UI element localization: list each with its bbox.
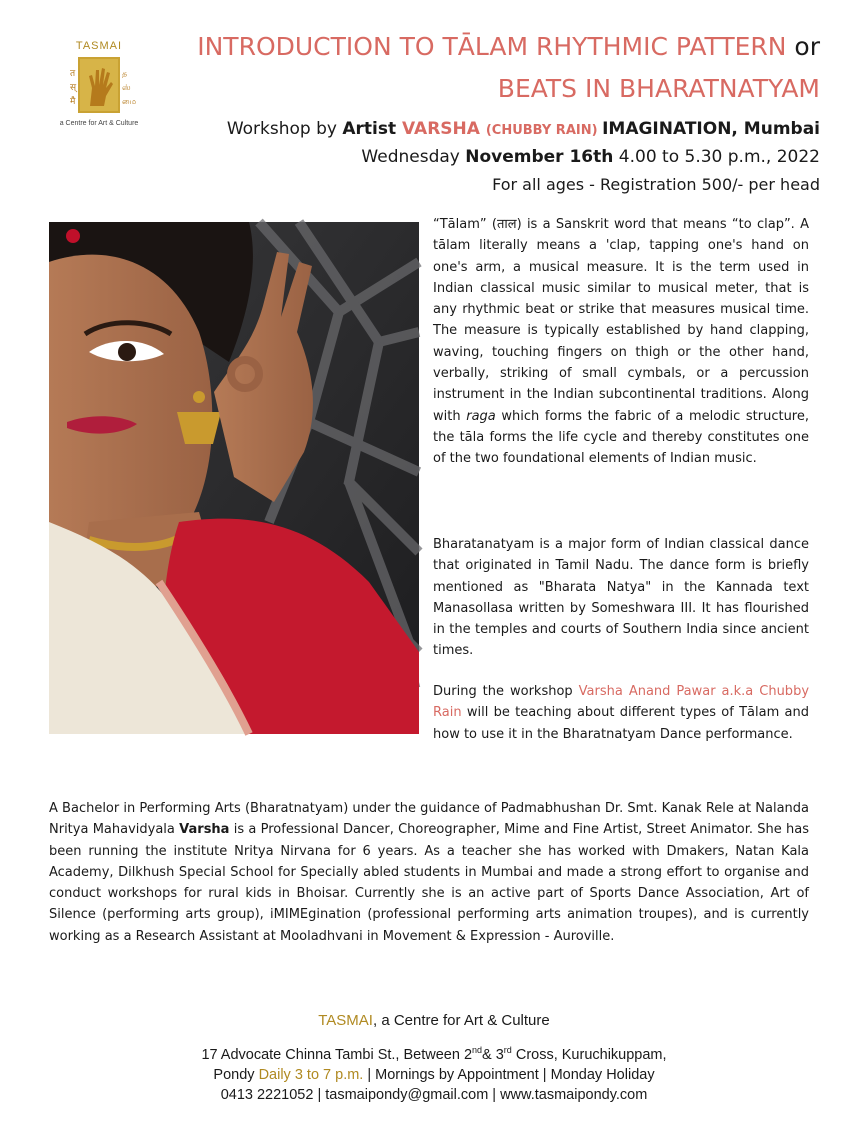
tasmai-logo <box>56 40 142 132</box>
svg-text:ஸ்: ஸ் <box>122 83 131 92</box>
talam-text-b: which forms the fabric of a melodic structure, the tāla forms the life cycle and thereby constitutes one of the two foundational elements of Indian music. <box>433 408 809 467</box>
byline-artist-name: VARSHA <box>402 119 486 139</box>
footer-org-rest: , a Centre for Art & Culture <box>372 1012 550 1029</box>
bharatanatyam-description: Bharatanatyam is a major form of Indian classical dance that originated in Tamil Nadu. The dance form is briefly mentioned as "Bharata Natya" in the Kannada text Manasollasa written by Someshwara III. It has flourished in the temples and courts of Southern India since ancient times. <box>433 537 809 659</box>
address-part-c: Cross, Kuruchikuppam, <box>511 1047 667 1063</box>
address-part-a: 17 Advocate Chinna Tambi St., Between 2 <box>201 1047 473 1063</box>
workshop-byline <box>227 118 820 142</box>
byline-artist-word: Artist <box>342 119 403 139</box>
page-title-line-1 <box>197 32 820 62</box>
talam-description <box>433 214 809 470</box>
dancer-portrait-image <box>49 222 419 734</box>
bio-text-b: is a Professional Dancer, Choreographer, Mime and Fine Artist, Street Animator. She has been running the institute Nritya Nirvana for 6 years. As a teacher she has worked with Dmakers, Natan Kala Academy, Dilkhush Special School for Specially abled students in Mumbai and made a strong effort to organise and conduct workshops for rural kids in Bhoisar. Currently she is an active part of Sports Dance Association, Art of Silence (performing arts group), iMIMEgination (professional performing arts animation troupes), and is currently working as a Research Assistant at Mooladhvani in Movement & Expression - Auroville. <box>49 822 809 944</box>
workshop-text-a: During the workshop <box>433 684 579 699</box>
event-day: Wednesday <box>361 147 466 167</box>
hours-daily: Daily 3 to 7 p.m. <box>258 1067 364 1083</box>
byline-org-city: IMAGINATION, Mumbai <box>602 119 820 139</box>
hours-city: Pondy <box>213 1067 259 1083</box>
bio-text-a: A Bachelor in Performing Arts (Bharatnatyam) under the guidance of Padmabhushan Dr. Smt. Kanak Rele at Nalanda Nritya Mahavidyala <box>49 801 809 838</box>
svg-text:त: त <box>70 69 76 79</box>
address-sup-rd: rd <box>503 1045 512 1056</box>
logo-tagline: a Centre for Art & Culture <box>59 120 139 127</box>
address-sup-nd: nd <box>472 1045 483 1056</box>
svg-text:த: த <box>122 69 128 78</box>
byline-artist-alias: (CHUBBY RAIN) <box>485 123 603 138</box>
footer-org <box>0 1012 868 1029</box>
footer-hours <box>0 1065 868 1085</box>
workshop-description <box>433 681 809 745</box>
footer-org-name: TASMAI <box>318 1012 373 1029</box>
event-registration: For all ages - Registration 500/- per head <box>492 175 820 194</box>
byline-prefix: Workshop by <box>226 119 343 139</box>
hours-rest: | Mornings by Appointment | Monday Holiday <box>363 1067 655 1083</box>
event-datetime <box>361 146 820 168</box>
event-date: November 16th <box>465 147 614 167</box>
event-time: 4.00 to 5.30 p.m., 2022 <box>613 147 820 167</box>
title-main: INTRODUCTION TO TĀLAM RHYTHMIC PATTERN <box>197 32 787 61</box>
instructor-name: Varsha Anand Pawar a.k.a Chubby Rain <box>433 684 810 721</box>
workshop-text-b: will be teaching about different types of Tālam and how to use it in the Bharatnatyam Dance performance. <box>433 705 809 742</box>
bio-artist-name: Varsha <box>179 822 230 838</box>
title-or: or <box>786 32 820 61</box>
hand-emblem-icon <box>64 54 137 116</box>
logo-brand: TASMAI <box>75 40 123 52</box>
svg-text:स्: स् <box>70 83 77 93</box>
footer-address <box>0 1045 868 1065</box>
raga-word: raga <box>466 408 496 424</box>
address-part-b: & 3 <box>482 1047 504 1063</box>
talam-text-a: “Tālam” (ताल) is a Sanskrit word that means “to clap”. A tālam literally means a 'clap, tapping one's hand on one's arm, a musical measure. It is the term used in Indian classical music similar to musical meter, that is any rhythmic beat or strike that measures musical time. The measure is typically established by hand clapping, waving, touching fingers on thigh or the other hand, verbally, striking of small cymbals, or a percussion instrument in the Indian subcontinental traditions. Along with <box>433 217 809 424</box>
artist-bio <box>49 798 809 947</box>
page-title-line-2: BEATS IN BHARATNATYAM <box>497 74 820 103</box>
dancer-photo <box>49 222 419 734</box>
footer-contact: 0413 2221052 | tasmaipondy@gmail.com | www.tasmaipondy.com <box>220 1087 648 1103</box>
svg-text:மை: மை <box>122 97 137 106</box>
svg-text:मै: मै <box>70 97 76 107</box>
